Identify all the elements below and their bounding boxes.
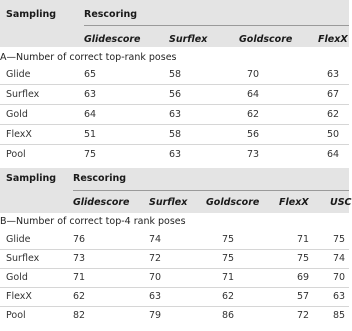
table-cell: 72 xyxy=(149,253,162,264)
table-cell: 72 xyxy=(297,310,310,321)
table-cell: 63 xyxy=(333,291,346,302)
column-header: USC xyxy=(330,197,352,208)
row-divider xyxy=(0,268,349,269)
table-cell: 67 xyxy=(327,89,340,100)
section-title: A—Number of correct top-rank poses xyxy=(0,52,177,63)
table-panel-b xyxy=(0,168,352,331)
column-header: Glidescore xyxy=(73,197,130,208)
table-cell: 73 xyxy=(73,253,86,264)
table-cell: 62 xyxy=(73,291,86,302)
table-cell: 58 xyxy=(169,69,182,80)
table-cell: 79 xyxy=(149,310,162,321)
row-divider xyxy=(0,287,349,288)
table-cell: 71 xyxy=(73,272,86,283)
table-cell: 75 xyxy=(297,253,310,264)
table-cell: 62 xyxy=(222,291,235,302)
table-cell: 63 xyxy=(327,69,340,80)
row-divider xyxy=(0,124,349,125)
table-cell: 82 xyxy=(73,310,86,321)
section-title: B—Number of correct top-4 rank poses xyxy=(0,216,186,227)
table-cell: 74 xyxy=(333,253,346,264)
table-cell: 85 xyxy=(333,310,346,321)
row-label: Surflex xyxy=(6,253,40,264)
sampling-header: Sampling xyxy=(6,9,57,20)
table-cell: 51 xyxy=(84,129,97,140)
table-cell: 70 xyxy=(247,69,260,80)
table-cell: 70 xyxy=(149,272,162,283)
row-label: Surflex xyxy=(6,89,40,100)
table-cell: 56 xyxy=(247,129,260,140)
table-cell: 73 xyxy=(247,149,260,160)
column-header: Glidescore xyxy=(84,34,141,45)
table-cell: 64 xyxy=(84,109,97,120)
table-cell: 64 xyxy=(247,89,260,100)
row-label: Pool xyxy=(6,149,26,160)
row-label: Glide xyxy=(6,234,31,245)
table-cell: 71 xyxy=(222,272,235,283)
table-cell: 75 xyxy=(84,149,97,160)
table-cell: 63 xyxy=(149,291,162,302)
table-cell: 50 xyxy=(327,129,340,140)
table-cell: 63 xyxy=(169,109,182,120)
table-cell: 71 xyxy=(297,234,310,245)
row-divider xyxy=(0,104,349,105)
table-cell: 75 xyxy=(333,234,346,245)
row-divider xyxy=(0,144,349,145)
column-header: Surflex xyxy=(169,34,208,45)
table-cell: 63 xyxy=(84,89,97,100)
table-cell: 64 xyxy=(327,149,340,160)
column-header: FlexX xyxy=(318,34,348,45)
row-label: Gold xyxy=(6,109,28,120)
table-cell: 76 xyxy=(73,234,86,245)
row-label: FlexX xyxy=(6,129,32,140)
column-header: Surflex xyxy=(149,197,188,208)
table-cell: 74 xyxy=(149,234,162,245)
table-cell: 69 xyxy=(297,272,310,283)
rescoring-header: Rescoring xyxy=(73,173,127,184)
table-cell: 62 xyxy=(327,109,340,120)
table-cell: 58 xyxy=(169,129,182,140)
row-label: Pool xyxy=(6,310,26,321)
column-header: Goldscore xyxy=(206,197,260,208)
row-label: Glide xyxy=(6,69,31,80)
column-header: Goldscore xyxy=(239,34,293,45)
sampling-header: Sampling xyxy=(6,173,57,184)
column-header: FlexX xyxy=(279,197,309,208)
rescoring-underline xyxy=(84,25,349,26)
table-cell: 70 xyxy=(333,272,346,283)
table-cell: 86 xyxy=(222,310,235,321)
table-cell: 75 xyxy=(222,234,235,245)
table-cell: 75 xyxy=(222,253,235,264)
table-cell: 65 xyxy=(84,69,97,80)
table-cell: 62 xyxy=(247,109,260,120)
rescoring-underline xyxy=(73,190,349,191)
table-cell: 63 xyxy=(169,149,182,160)
row-label: FlexX xyxy=(6,291,32,302)
table-cell: 57 xyxy=(297,291,310,302)
row-divider xyxy=(0,84,349,85)
rescoring-header: Rescoring xyxy=(84,9,138,20)
row-divider xyxy=(0,306,349,307)
row-divider xyxy=(0,249,349,250)
row-label: Gold xyxy=(6,272,28,283)
table-cell: 56 xyxy=(169,89,182,100)
